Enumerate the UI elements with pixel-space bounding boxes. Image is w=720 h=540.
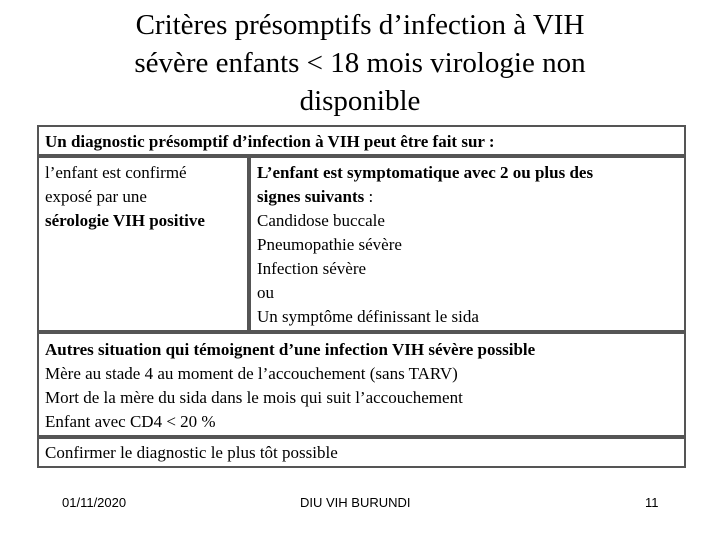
slide-title <box>60 6 660 120</box>
other-situation-item: Mère au stade 4 au moment de l’accouchement (sans TARV) <box>45 364 458 383</box>
symptoms-intro-colon: : <box>364 187 374 206</box>
other-situations-heading: Autres situation qui témoignent d’une infection VIH sévère possible <box>45 340 536 359</box>
serology-line: l’enfant est confirmé <box>45 163 187 182</box>
footer-page-number: 11 <box>645 495 659 510</box>
symptom-item: Infection sévère <box>257 259 367 278</box>
serology-positive-text: sérologie VIH positive <box>45 211 205 230</box>
criteria-header-row <box>37 125 686 156</box>
confirm-diagnosis-row <box>37 437 686 468</box>
serology-line: exposé par une <box>45 187 147 206</box>
title-line: disponible <box>299 85 421 117</box>
other-situation-item: Enfant avec CD4 < 20 % <box>45 412 216 431</box>
serology-cell <box>37 156 249 332</box>
symptom-item: ou <box>257 283 274 302</box>
symptoms-intro-continued: signes suivants <box>257 187 365 206</box>
criteria-header-text: Un diagnostic présomptif d’infection à VIH peut être fait sur : <box>45 132 495 151</box>
footer-date: 01/11/2020 <box>62 495 127 510</box>
symptoms-cell <box>249 156 686 332</box>
footer-organization: DIU VIH BURUNDI <box>300 495 411 510</box>
title-line: sévère enfants < 18 mois virologie non <box>134 47 586 79</box>
other-situation-item: Mort de la mère du sida dans le mois qui suit l’accouchement <box>45 388 463 407</box>
symptom-item: Pneumopathie sévère <box>257 235 402 254</box>
confirm-diagnosis-text: Confirmer le diagnostic le plus tôt possible <box>45 443 338 462</box>
symptoms-intro: L’enfant est symptomatique avec 2 ou plus des <box>257 163 594 182</box>
symptom-item: Candidose buccale <box>257 211 385 230</box>
title-line: Critères présomptifs d’infection à VIH <box>135 9 585 41</box>
symptom-item: Un symptôme définissant le sida <box>257 307 479 326</box>
other-situations-row <box>37 332 686 437</box>
